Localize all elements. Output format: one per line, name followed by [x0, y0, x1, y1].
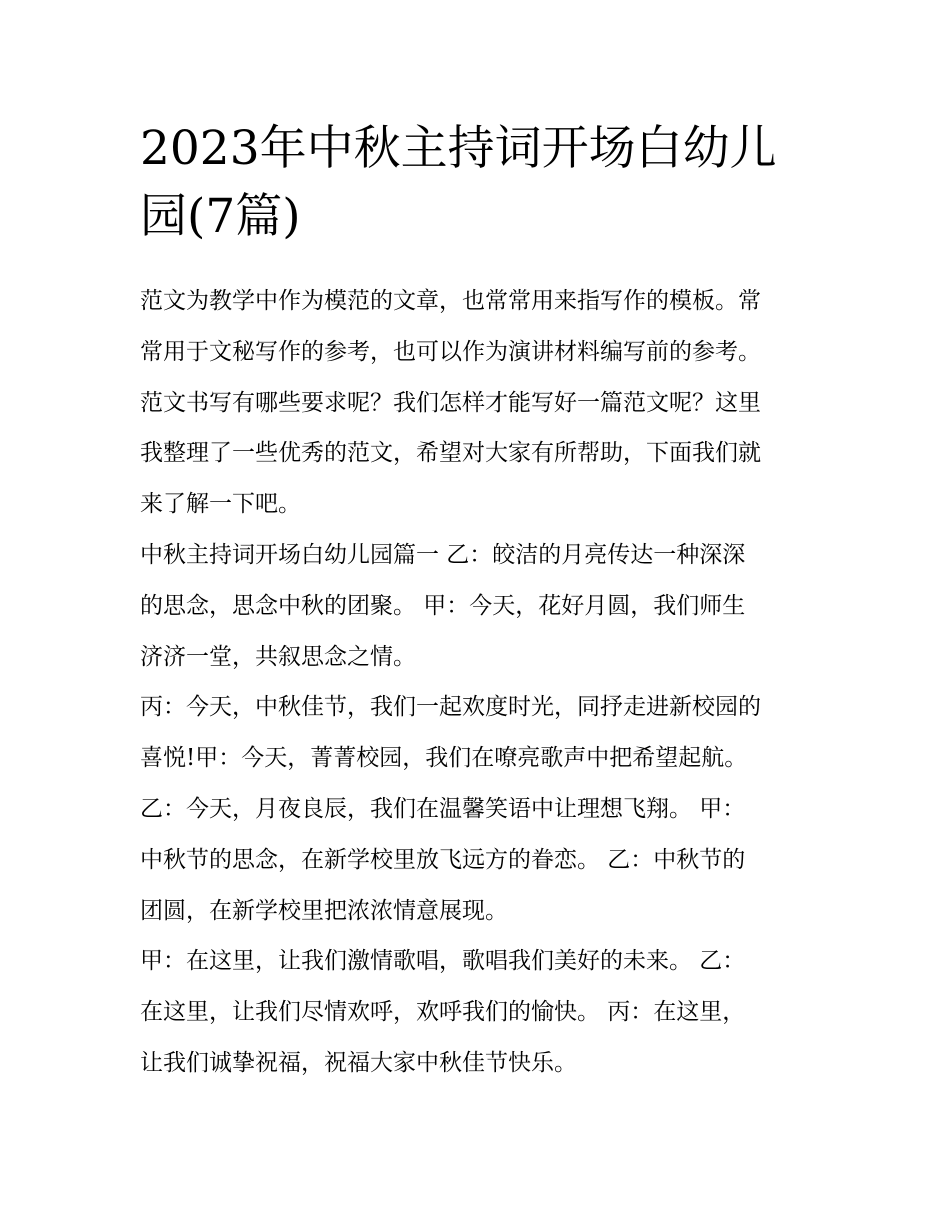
- text-line: 中秋节的思念，在新学校里放飞远方的眷恋。 乙：中秋节的: [140, 846, 746, 873]
- text-line: 中秋主持词开场白幼儿园篇一 乙：皎洁的月亮传达一种深深: [140, 541, 746, 568]
- text-line: 乙：今天，月夜良辰，我们在温馨笑语中让理想飞翔。 甲：: [140, 795, 746, 822]
- text-line: 团圆，在新学校里把浓浓情意展现。: [140, 897, 508, 924]
- text-line: 让我们诚挚祝福，祝福大家中秋佳节快乐。: [140, 1049, 577, 1076]
- text-line: 在这里，让我们尽情欢呼，欢呼我们的愉快。 丙：在这里，: [140, 999, 746, 1026]
- document-title: [140, 115, 820, 251]
- title-line: 2023年中秋主持词开场白幼儿: [140, 121, 777, 176]
- text-line: 来了解一下吧。: [140, 491, 301, 518]
- text-line: 常用于文秘写作的参考，也可以作为演讲材料编写前的参考。: [140, 338, 761, 365]
- text-line: 济济一堂，共叙思念之情。: [140, 643, 416, 670]
- text-line: 的思念，思念中秋的团聚。 甲：今天，花好月圆，我们师生: [140, 592, 746, 619]
- text-line: 范文为教学中作为模范的文章，也常常用来指写作的模板。常: [140, 288, 761, 314]
- text-line: 范文书写有哪些要求呢？我们怎样才能写好一篇范文呢？这里: [140, 389, 761, 416]
- document-body: [140, 276, 820, 1089]
- text-line: 喜悦!甲：今天，菁菁校园，我们在嘹亮歌声中把希望起航。: [140, 745, 748, 772]
- text-line: 丙：今天，中秋佳节，我们一起欢度时光，同抒走进新校园的: [140, 694, 761, 721]
- title-line: 园(7篇): [140, 189, 301, 244]
- text-line: 甲：在这里，让我们激情歌唱，歌唱我们美好的未来。 乙：: [140, 948, 746, 975]
- text-line: 我整理了一些优秀的范文，希望对大家有所帮助，下面我们就: [140, 440, 761, 467]
